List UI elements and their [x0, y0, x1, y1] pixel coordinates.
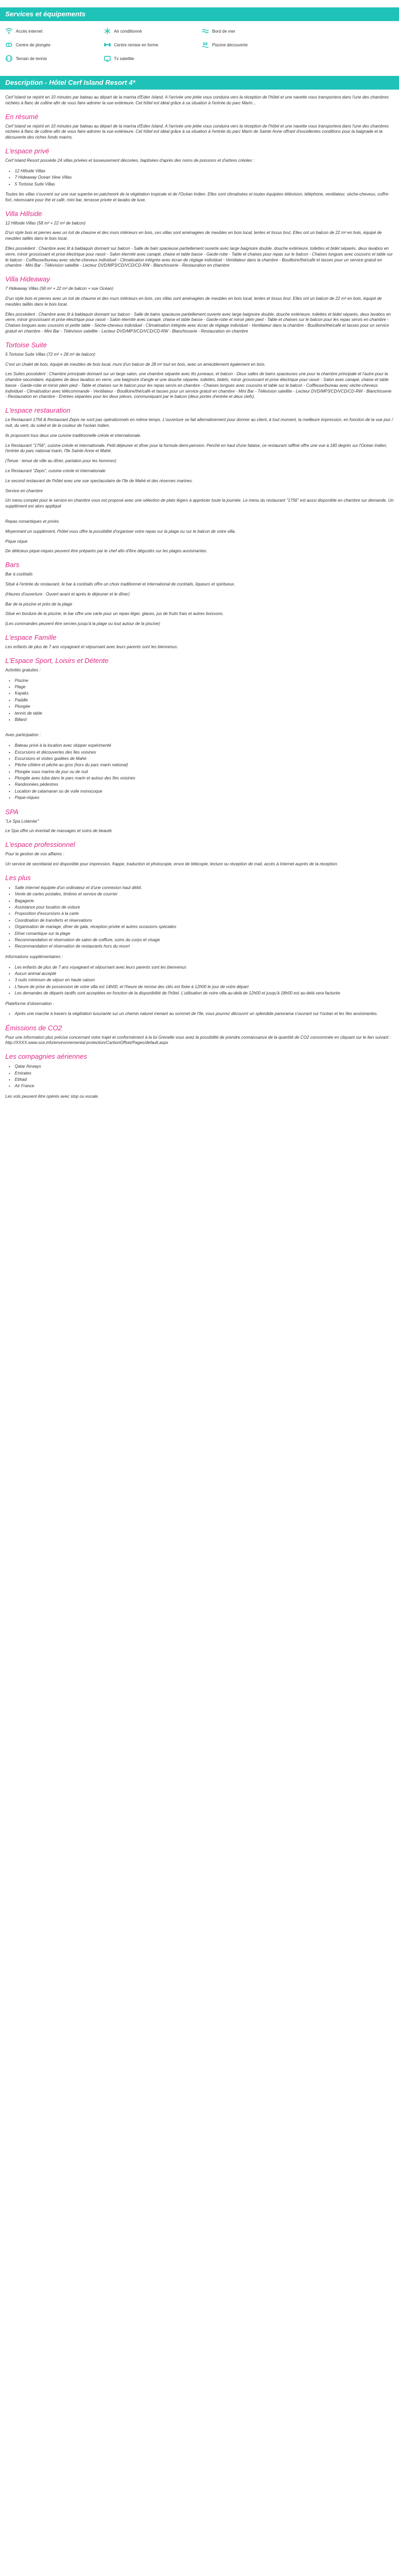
list-item: • Pêche côtière et pêche au gros (hors du parc marin national) — [15, 762, 394, 768]
section-title-hideaway: Villa Hideaway — [5, 275, 51, 284]
list-item: • tennis de table — [15, 710, 394, 717]
list-item: • Recommandation et réservation de restaurants hors du resort — [15, 943, 394, 950]
amenity-diving — [5, 40, 99, 50]
list-item: • Plongée avec tuba dans le parc marin et autour des îles voisines — [15, 775, 394, 782]
hideaway-equipment: Elles possèdent : Chambre avec lit à baldaquin donnant sur balcon - Salle de bains spacieuse partiellement ouverte avec large baignoire double, douche extérieure, toilettes et bidet séparés, deux lavabos en verre, miroir grossissant et prise électrique pour rasoir - Salon éternité avec canapé, chaise et table basse - Garde-robe et miroir plein pied - Table et chaises sur le balcon pour les repas servis en chambre - Chaises longues avec coussins et petite table - Sèche-cheveux individuel - Climatisation intégrée avec écran de réglage individuel - Ventilateur dans la chambre - Bouilloire/thé/café et tasses pour un service gratuit en chambre - Mini Bar - Télévision satellite - Lecteur DVD/MP3/CD/VCD/CD-RW - Blanchisserie - Restauration en chambre — [5, 311, 391, 334]
bars-text-2: Bar de la piscine et près de la plage — [5, 601, 73, 607]
resto-text-2: Ils proposent tous deux une cuisine traditionnelle créole et internationale. — [5, 433, 142, 438]
amenity-tennis — [5, 54, 99, 63]
list-item: • Piscine — [15, 678, 394, 684]
list-item: • Excursions et découvertes des îles voisines — [15, 749, 394, 756]
section-title-famille: L'espace Famille — [5, 633, 57, 642]
section-title-hillside: Villa Hillside — [5, 209, 42, 218]
section-title-tortoise: Tortoise Suite — [5, 340, 47, 349]
resto-text-4b: Le second restaurant de l'hôtel avec une vue spectaculaire de l'île de Mahé et des réserves marines. — [5, 478, 193, 483]
description-content — [0, 90, 399, 1100]
hillside-size: 12 Hillside Villas (58 m² + 22 m² de balcon) — [5, 220, 86, 226]
list-item: • Coordination de transferts et réservations — [15, 918, 394, 924]
amenity-tv — [104, 54, 198, 63]
list-item: • Pique-niques — [15, 795, 394, 801]
section-title-bars: Bars — [5, 561, 19, 569]
list-item: • Plage — [15, 684, 394, 690]
list-item: • Kayaks — [15, 690, 394, 697]
list-item: • Bagagerie — [15, 898, 394, 904]
page — [0, 7, 399, 1100]
diving-icon — [5, 41, 13, 48]
section-title-plus: Les plus — [5, 873, 31, 882]
hillside-equipment: Elles possèdent : Chambre avec lit à baldaquin donnant sur balcon - Salle de bain spacieuse partiellement ouverte avec large baignoire double, douche extérieure, toilettes et bidet séparés, deux lavabos en verre, miroir grossissant et prise électrique pour rasoir - Salon éternité avec canapé, chaise et table basse - Garde-robe - Table et chaises pour repas sur le balcon - Chaises longues avec coussins et table sur le balcon - Coiffeuse/bureau avec sèche-cheveux individuel - Climatisation intégrée avec écran de réglage individuel - Ventilateur dans la chambre - Bouilloire/thé/café et tasses pour un service gratuit en chambre - Mini Bar - Télévision satellite - Lecteur DVD/MP3/CD/VCD/CD-RW - Blanchisserie - Restauration en chambre — [5, 246, 393, 268]
amenity-label: Terrain de tennis — [16, 56, 47, 61]
wifi-icon — [5, 27, 13, 35]
spa-name: "Le Spa Lolamier" — [5, 818, 39, 824]
resto-text-5: Service en chambre — [5, 488, 43, 493]
list-item: • Proposition d'excursions à la carte — [15, 911, 394, 917]
tortoise-equipment: Les Suites possèdent : Chambre principale donnant sur un large salon, une chambre séparée avec lits jumeaux, et balcon - Deux salles de bains spacieuses une pour la chambre principale et l'autre pour la chambre secondaire, équipées de deux lavabos en verre, une baignoire d'angle et une douche séparée, toilettes, bidets, miroir grossissant et prise électrique pour rasoir - Salon avec canapé, chaise et table basse - Garde-robe et miroir plein pied - Table et chaises sur le balcon pour les repas servis en chambre - Chaises longues avec coussins et table sur le balcon - Coiffeuse/bureau avec sèche-cheveux individuel - Climatisation avec télécommande - Ventilateur - Bouilloire/thé/café et tasses pour un service gratuit en chambre - Mini Bar - Télévision satellite - Lecteur DVD/MP3/CD/VCD/CD-RW - Blanchisserie - Restauration en chambre - Entrées séparées pour les deux pièces, communiquant par le balcon (deux portes d'entrée et deux clefs). — [5, 372, 392, 399]
amenity-label: Bord de mer — [212, 28, 236, 34]
amenity-label: Centre de plongée — [16, 42, 51, 47]
list-item: • Dîner romantique sur la plage — [15, 931, 394, 937]
amenity-internet — [5, 26, 99, 36]
list-item: • Organisation de mariage, dîner de gala, réception privée et autres occasions spéciales — [15, 924, 394, 930]
tortoise-size: 5 Tortoise Suite Villas (72 m² + 28 m² de balcon) — [5, 352, 95, 357]
resto-text-4: Le Restaurant "Zepis", cuisine créole et internationale — [5, 469, 106, 474]
list-item: • Qatar Airways — [15, 1063, 394, 1070]
list-item: • Recommandation et réservation de salon de coiffure, soins du corps et visage — [15, 937, 394, 943]
hideaway-text: D'un style bois et pierres avec un toit de chaume et des murs intérieurs en bois, ces villas sont aménagées de meubles en bois local, tentes et tissus brut. Elles ont un balcon de 22 m² en bois, équipé de meubles taillés dans le bois local. — [5, 296, 382, 307]
amenity-label: Centre remise en forme — [114, 42, 158, 47]
list-item: • Plongée — [15, 704, 394, 710]
amenity-beachfront — [202, 26, 296, 36]
section-title-co2: Émissions de CO2 — [5, 1023, 62, 1032]
bars-text-1: Bar à cocktails — [5, 572, 33, 577]
intro-text: Cerf Island se rejoint en 10 minutes par bateau au départ de la marina d'Eden Island. A l'arrivée une jetée vous conduira vers la réception de l'hôtel et une navette vous transportera dans l'une des chambres nichées à flanc de colline afin de vous faire admirer la vue extérieure. Cet hôtel est idéal grâce à sa situation à l'entrée du parc Marin... — [5, 95, 389, 105]
plus-list — [5, 885, 394, 950]
section-title-airlines: Les compagnies aériennes — [5, 1052, 87, 1061]
resto-text-6b: Moyennant un supplément, l'hôtel vous offre la possibilité d'organiser votre repas sur la plage ou sur le balcon de votre villa. — [5, 529, 236, 534]
famille-text: Les enfants de plus de 7 ans voyageant et séjournant avec leurs parents sont les bienvenus. — [5, 645, 178, 650]
list-item: • 3 nuits minimum de séjour en haute saison — [15, 977, 394, 983]
snowflake-icon — [104, 27, 111, 35]
list-item: • Air France — [15, 1083, 394, 1089]
amenities-grid — [0, 21, 399, 66]
pro-text-1: Pour la gestion de vos affaires : — [5, 852, 65, 857]
bars-text-1b: Situé à l'entrée du restaurant, le bar à cocktails offre un choix traditionnel et international de cocktails, liqueurs et spiritueux. — [5, 582, 235, 587]
list-item: • Les demandes de départs tardifs sont acceptées en fonction de la disponibilité de l'hôtel. L'utilisation de votre villa au-delà de 12h00 et jusqu'à 18h00 est au-delà sera facturée — [15, 990, 394, 997]
resto-text-7: Pique nique — [5, 539, 28, 544]
list-item: • Paddle — [15, 697, 394, 704]
amenity-label: Air conditionné — [114, 28, 142, 34]
bars-text-2c: (Les commandes peuvent être servies jusqu'à la plage ou tout autour de la piscine) — [5, 621, 161, 627]
tennis-icon — [5, 55, 13, 62]
amenity-fitness — [104, 40, 198, 50]
airlines-list — [5, 1063, 394, 1090]
amenity-ac — [104, 26, 198, 36]
sport-paid-subtitle: Avec participation : — [5, 733, 41, 738]
list-item: • Plongée sous marine de jour ou de nuit — [15, 769, 394, 775]
platform-list — [5, 1011, 394, 1017]
list-item: • 5 Tortoise Suite Villas — [15, 181, 394, 188]
list-item: • 12 Hillside Villas — [15, 168, 394, 174]
bars-text-1c: (Heures d'ouverture : Ouvert avant et après le déjeuner et le dîner) — [5, 591, 130, 597]
list-item: • Billard — [15, 717, 394, 723]
list-item: • Salle Internet équipée d'un ordinateur et d'une connexion haut débit. — [15, 885, 394, 891]
section-title-sport: L'Espace Sport, Loisirs et Détente — [5, 656, 109, 665]
amenity-pool — [202, 40, 296, 50]
sport-free-list — [5, 678, 394, 724]
amenity-label: Tv satellite — [114, 56, 134, 61]
list-item: • Après une marche à travers la végétation luxuriante sur un chemin naturel menant au sommet de l'île, vous pourrez découvrir un splendide panorama s'ouvrant sur l'océan et les îles avoisinantes. — [15, 1011, 394, 1017]
spacer — [5, 727, 394, 733]
list-item: • Etihad — [15, 1077, 394, 1083]
resto-text-5b: Un menu complet pour le service en chambre vous est proposé avec une sélection de plats légers à apprécier toute la journée. Le menu du restaurant "1756" est aussi disponible en chambre sur demande. Un supplément est alors appliqué — [5, 498, 394, 509]
resto-text-6: Repas romantiques et privés — [5, 519, 59, 524]
amenity-label: Piscine découverte — [212, 42, 248, 47]
section-title-spa: SPA — [5, 807, 19, 816]
resto-text-3: Le Restaurant "1756", cuisine créole et internationale. Petit-déjeuner et dîner pour la formule demi-pension. Perché en haut d'une falaise, ce restaurant raffiné offre une vue à 180 degrés sur l'Océan Indien, l'entrée du parc national marin, l'île Sainte Anne et Mahé. — [5, 443, 387, 454]
list-item: • Assistance pour location de voiture — [15, 904, 394, 911]
resto-text-1: Le Restaurant 1756 & Restaurant Zepis ne sont pas opérationnels en même temps. L'ouverture se fait alternativement pour donner au client, à tout moment, la meilleure impression, en fonction de la vue jour / nuit, du vent, du soleil et de la couleur de l'océan Indien. — [5, 417, 393, 428]
list-item: • Randonnées pédestres — [15, 782, 394, 788]
section-title-resume: En résumé — [5, 112, 38, 121]
resume-text: Cerf Island se rejoint en 10 minutes par bateau au départ de la marina d'Eden Island. A l'arrivée une jetée vous conduira vers la réception de l'hôtel et une navette vous transportera dans l'une des chambres nichées à flanc de colline afin de vous faire admirer la vue extérieure. Cet hôtel est idéal grâce à sa situation à l'entrée du parc Marin de Sainte Anne offrant d'excellentes conditions pour la baignade et la découverte des riches fonds marins. — [5, 123, 389, 140]
list-item: • Location de catamaran ou de voile monocoque — [15, 788, 394, 795]
tortoise-text: C'est un chalet de bois, équipé de meubles de bois local, muni d'un balcon de 28 m² tout en bois, avec un ameublement également en bois. — [5, 362, 266, 367]
hideaway-size: 7 Hideaway Villas (58 m² + 22 m² de balcon + vue Océan) — [5, 286, 114, 291]
description-header: Description - Hôtel Cerf Island Resort 4* — [0, 76, 399, 90]
amenity-label: Accès internet — [16, 28, 43, 34]
sport-paid-list — [5, 743, 394, 802]
spacer-cell — [300, 40, 394, 50]
resto-text-3b: (Tenue : tenue de ville au dîner, pantalon pour les hommes) — [5, 458, 116, 464]
airlines-text: Les vols peuvent être opérés avec stop ou escale. — [5, 1094, 99, 1099]
section-title-prive: L'espace privé — [5, 147, 49, 155]
list-item: • Les enfants de plus de 7 ans voyageant et séjournant avec leurs parents sont les bienvenus — [15, 964, 394, 971]
section-title-restauration: L'espace restauration — [5, 406, 71, 415]
info-list — [5, 964, 394, 997]
dumbbell-icon — [104, 41, 111, 48]
services-header: Services et équipements — [0, 7, 399, 21]
pool-icon — [202, 41, 209, 48]
list-item: • Aucun animal accepté — [15, 971, 394, 977]
prive-text: Cerf Island Resort possède 24 villas privées et luxueusement décorées, baptisées d'après des noms de poissons et d'arbres créoles : — [5, 158, 255, 163]
info-subtitle: Informations supplémentaires : — [5, 954, 63, 959]
list-item: • 7 Hideaway Ocean View Villas — [15, 174, 394, 181]
spa-text: Le Spa offre un éventail de massages et soins de beauté. — [5, 828, 113, 834]
prive-text-2: Toutes les villas s'ouvrent sur une vue superbe en patchwork de la végétation tropicale et de l'Océan Indien. Elles sont climatisées et toutes équipées télévision, téléphone, ventilateur, sèche-cheveux, coffre-fort, nécessaire pour thé et café, mini bar, terrasse privée et lavabo de luxe. — [5, 191, 390, 202]
list-item: • Excursions et visites guidées de Mahé — [15, 756, 394, 762]
spacer-cell — [300, 26, 394, 36]
list-item: • L'heure de prise de possession de votre villa est 14h00, et l'heure de remise des clés est fixée à 12h00 le jour de votre départ — [15, 984, 394, 990]
list-item: • Vente de cartes postales, timbres et service de courrier — [15, 891, 394, 897]
section-title-pro: L'espace professionnel — [5, 841, 75, 849]
bars-text-2b: Situé en bordure de la piscine, le bar offre une carte pour un repas léger, glaces, jus de fruits frais et autres boissons. — [5, 611, 224, 617]
list-item: • Emirates — [15, 1070, 394, 1077]
list-item: • Bateau privé à la location avec skipper expérimenté — [15, 743, 394, 749]
tv-icon — [104, 55, 111, 62]
prive-list — [5, 168, 394, 188]
platform-subtitle: Plateforme d'observation : — [5, 1001, 54, 1006]
spacer — [5, 514, 394, 519]
co2-text: Pour une information plus précise concernant votre trajet et conformément à la loi Grenelle vous avez la possibilité de prendre connaissance de la quantité de CO2 consommée en cliquant sur le lien suivant : http://XXXX.www.sce.info/environnemental-protection/CarbonOffset/Pages/default.aspx — [5, 1035, 391, 1046]
waves-icon — [202, 27, 209, 35]
resto-text-7b: De délicieux pique-niques peuvent être préparés par le chef afin d'être dégustés sur les plages avoisinantes. — [5, 549, 207, 554]
pro-text-2: Un service de secrétariat est disponible pour impression, frappe, traduction et photocopie, envoi de télécopie, lecture ou réception de mail, accès à Internet auprès de la réception. — [5, 862, 338, 867]
sport-free-subtitle: Activités gratuites : — [5, 667, 41, 672]
hillside-text: D'un style bois et pierres avec un toit de chaume et des murs intérieurs en bois, ces villas sont aménagées de meubles en bois local, tentes et tissus brut. Elles ont un balcon de 22 m² en bois, équipé de meubles taillés dans le bois local. — [5, 230, 382, 241]
